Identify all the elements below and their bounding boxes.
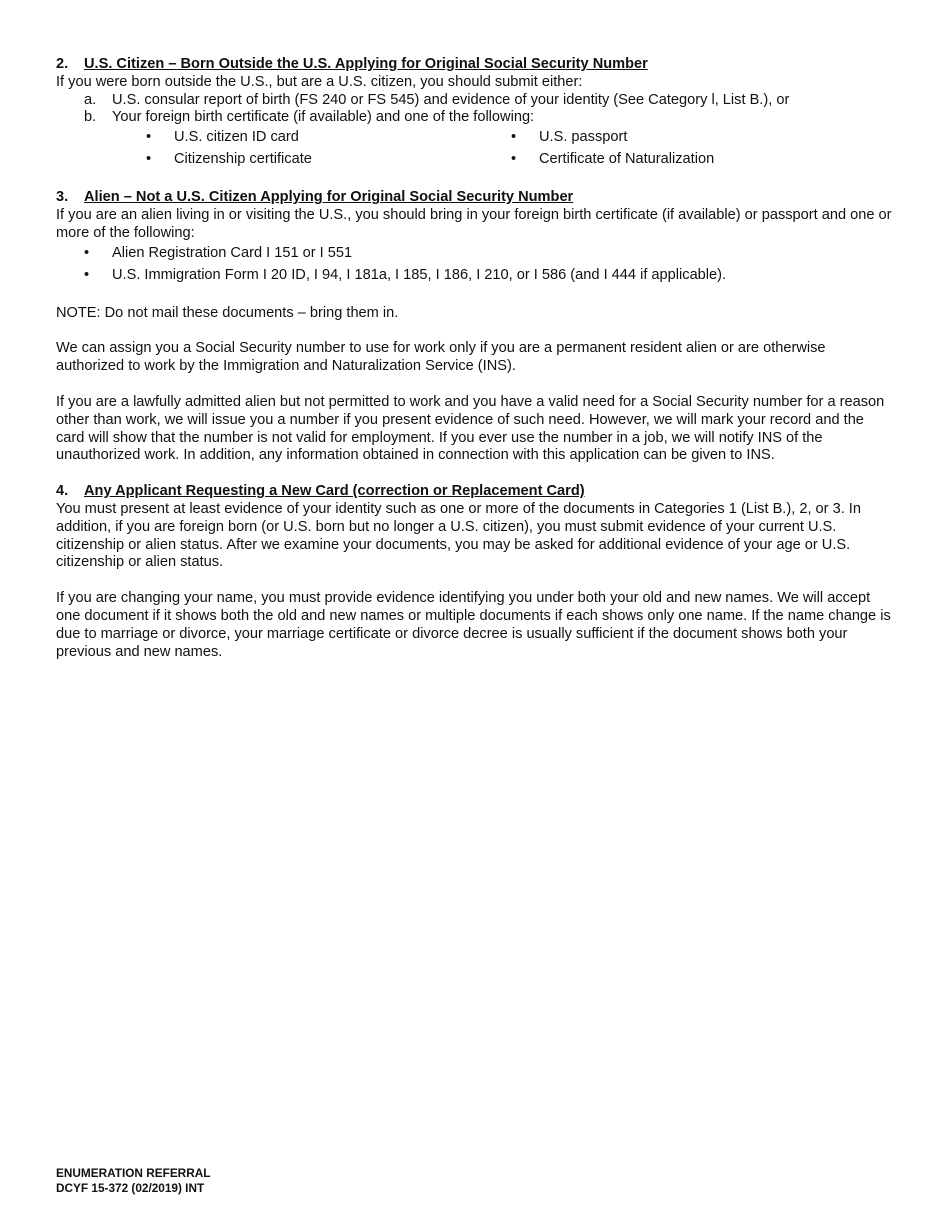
section-3-intro: If you are an alien living in or visiting the U.S., you should bring in your foreign birth certificate (if available) or passport and one or more of the following: [56, 206, 892, 241]
section-3-heading: 3. Alien – Not a U.S. Citizen Applying for Original Social Security Number [56, 189, 574, 206]
option-b: b. Your foreign birth certificate (if available) and one of the following: [84, 109, 535, 126]
bullet-icon: • [511, 129, 517, 146]
section-2-intro: If you were born outside the U.S., but are a U.S. citizen, you should submit either: [56, 73, 583, 90]
list-item: • Citizenship certificate [146, 151, 312, 168]
option-a: a. U.S. consular report of birth (FS 240 or FS 545) and evidence of your identity (See Category l, List B.), or [84, 91, 790, 108]
list-item: • U.S. citizen ID card [146, 129, 299, 146]
section-2-heading: 2. U.S. Citizen – Born Outside the U.S. Applying for Original Social Security Number [56, 56, 648, 72]
section-2 [56, 56, 896, 171]
bullet-icon: • [511, 151, 517, 168]
section-4 [56, 483, 896, 661]
list-item: • Alien Registration Card I 151 or I 551 [84, 244, 353, 261]
note: NOTE: Do not mail these documents – bring them in. [56, 304, 399, 321]
list-item: • Certificate of Naturalization [511, 151, 715, 168]
evidence-paragraph: You must present at least evidence of your identity such as one or more of the documents in Categories 1 (List B.), 2, or 3. In addition, if you are foreign born (or U.S. born but no longer a U.S. citizen), you must submit evidence of your current U.S. citizenship or alien status. After we examine your documents, you may be asked for additional evidence of your age or U.S. citizenship or alien status. [56, 500, 861, 571]
footer-form-number: DCYF 15-372 (02/2019) INT [56, 1180, 205, 1195]
form-footer [56, 1166, 210, 1195]
work-authorization-paragraph: We can assign you a Social Security number to use for work only if you are a permanent resident alien or are otherwise authorized to work by the Immigration and Naturalization Service (INS). [56, 340, 826, 375]
bullet-icon: • [84, 244, 90, 261]
bullet-icon: • [146, 129, 152, 146]
non-work-paragraph: If you are a lawfully admitted alien but not permitted to work and you have a valid need for a Social Security number for a reason other than work, we will issue you a number if you present evidence of such need. However, we will mark your record and the card will show that the number is not valid for employment. If you ever use the number in a job, we will notify INS of the unauthorized work. In addition, any information obtained in connection with this application can be given to INS. [56, 393, 885, 464]
section-3-bullets [84, 243, 896, 287]
section-4-heading: 4. Any Applicant Requesting a New Card (correction or Replacement Card) [56, 483, 585, 500]
bullet-icon: • [84, 266, 90, 283]
bullet-icon: • [146, 151, 152, 168]
list-item: • U.S. Immigration Form I 20 ID, I 94, I 181a, I 185, I 186, I 210, or I 586 (and I 444 if applicable). [84, 266, 727, 283]
document-page [56, 56, 896, 679]
list-item: • U.S. passport [511, 129, 628, 146]
name-change-paragraph: If you are changing your name, you must provide evidence identifying you under both your old and new names. We will accept one document if it shows both the old and new names or multiple documents if each shows only one name. If the name change is due to marriage or divorce, your marriage certificate or divorce decree is usually sufficient if the document shows both your previous and new names. [56, 590, 891, 660]
section-2-options [84, 92, 896, 128]
footer-title: ENUMERATION REFERRAL [56, 1166, 211, 1180]
section-2-bullets [146, 127, 896, 171]
section-3 [56, 189, 896, 465]
